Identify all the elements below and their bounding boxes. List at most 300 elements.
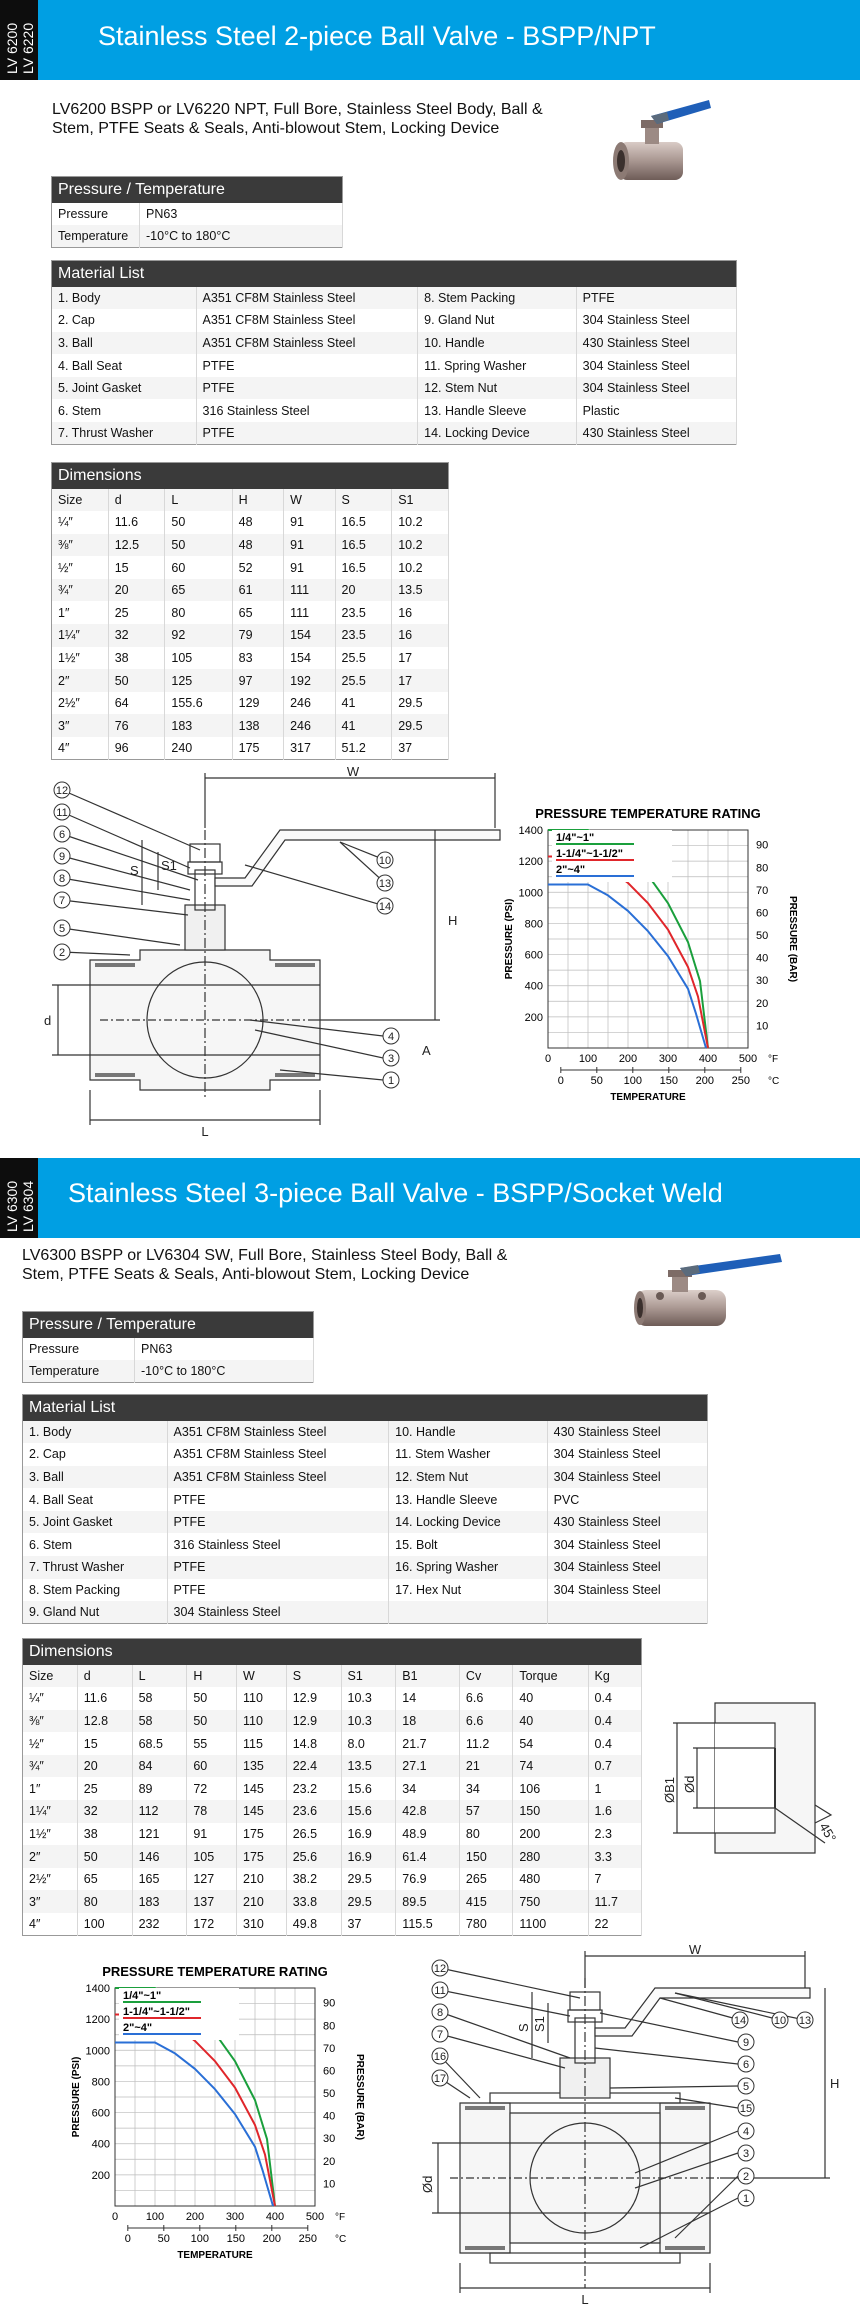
table-cell: 146 [132, 1845, 187, 1868]
table-cell: 11.2 [459, 1732, 512, 1755]
table-cell: 316 Stainless Steel [196, 399, 418, 422]
table-row: Temperature -10°C to 180°C [23, 1360, 314, 1383]
table-cell: 14 [396, 1687, 460, 1710]
table-cell: 16 [392, 624, 449, 647]
table-row [23, 1533, 708, 1556]
table-cell: 316 Stainless Steel [167, 1533, 389, 1556]
table-cell: 14.8 [286, 1732, 341, 1755]
dim-h-label: H [448, 913, 458, 928]
table-cell: 29.5 [392, 714, 449, 737]
table-row [23, 1868, 642, 1891]
table-row [23, 1466, 708, 1489]
x-axis-title: TEMPERATURE [177, 2250, 253, 2261]
column-header: B1 [396, 1665, 460, 1688]
table-cell: ¾″ [23, 1755, 78, 1778]
table-cell: 41 [335, 692, 392, 715]
table-row [52, 737, 449, 760]
x-tick-label: 0 [544, 1053, 552, 1065]
table-cell: PTFE [576, 287, 736, 310]
legend-label: 1/4"~1" [123, 1990, 162, 2002]
y2-tick-label: 70 [323, 2042, 336, 2055]
table-cell: 91 [284, 511, 335, 534]
table-cell: 65 [77, 1868, 132, 1891]
table-cell: 2″ [23, 1845, 78, 1868]
table-cell: ¼″ [23, 1687, 78, 1710]
table-cell: 15. Bolt [389, 1533, 547, 1556]
table-cell: 25 [77, 1777, 132, 1800]
table-cell: 25.5 [335, 669, 392, 692]
table-cell: 72 [187, 1777, 237, 1800]
table-cell: 11. Stem Washer [389, 1443, 547, 1466]
table-cell: 192 [284, 669, 335, 692]
table-cell: 61.4 [396, 1845, 460, 1868]
table-row [52, 399, 737, 422]
y2-tick-label: 40 [756, 952, 769, 965]
table-row [52, 579, 449, 602]
table-cell: 430 Stainless Steel [547, 1421, 707, 1444]
chart-title: PRESSURE TEMPERATURE RATING [535, 806, 761, 821]
table-row [23, 1755, 642, 1778]
table-cell: 175 [237, 1845, 287, 1868]
dim-l-label: L [201, 1124, 209, 1139]
series-line-2 [548, 885, 706, 1049]
table-cell: 40 [513, 1687, 588, 1710]
table-row: Pressure PN63 [23, 1338, 314, 1361]
table-cell: 5. Joint Gasket [52, 377, 197, 400]
table-cell: 92 [165, 624, 232, 647]
dim-d-label: Ød [420, 2175, 435, 2193]
table-cell: 55 [187, 1732, 237, 1755]
table-cell: 34 [396, 1777, 460, 1800]
dim-w-label: W [688, 1942, 702, 1957]
table-cell: 16.9 [341, 1845, 396, 1868]
dim-d-label: d [44, 1013, 52, 1028]
product-code-2: LV 6304 [20, 1180, 36, 1232]
table-row [23, 1556, 708, 1579]
table-cell: 25.5 [335, 647, 392, 670]
table-row [23, 1710, 642, 1733]
y-tick-label: 1400 [85, 1983, 110, 1995]
product-description: LV6300 BSPP or LV6304 SW, Full Bore, Stainless Steel Body, Ball & Stem, PTFE Seats & Seals, Anti-blowout Stem, Locking Device [22, 1247, 508, 1283]
table-cell: 15.6 [341, 1800, 396, 1823]
table-row [23, 1488, 708, 1511]
table-cell: 10.2 [392, 534, 449, 557]
table-cell: 304 Stainless Steel [547, 1443, 707, 1466]
table-row [23, 1579, 708, 1602]
table-cell: 111 [284, 579, 335, 602]
socket-d-label: Ød [682, 1775, 697, 1793]
table-row [23, 1421, 708, 1444]
callout-number: 6 [58, 829, 66, 841]
table-cell: 304 Stainless Steel [547, 1579, 707, 1602]
column-header: W [237, 1665, 287, 1688]
table-cell [547, 1601, 707, 1624]
table-cell: 4. Ball Seat [52, 354, 197, 377]
x-tick-label: 500 [738, 1053, 758, 1065]
table-header: Pressure / Temperature [23, 1312, 314, 1338]
table-cell: 5. Joint Gasket [23, 1511, 168, 1534]
y2-tick-label: 90 [323, 1997, 336, 2010]
table-cell: A351 CF8M Stainless Steel [196, 287, 418, 310]
table-cell: 1½″ [23, 1823, 78, 1846]
valve-photo [630, 1246, 790, 1338]
table-cell: 12. Stem Nut [418, 377, 576, 400]
table-cell: PTFE [167, 1511, 389, 1534]
y-tick-label: 1000 [85, 2045, 110, 2058]
table-cell: 16.5 [335, 556, 392, 579]
column-header: H [187, 1665, 237, 1688]
callout-number: 10 [378, 855, 392, 867]
table-cell: 29.5 [341, 1868, 396, 1891]
y-tick-label: 1200 [518, 856, 543, 869]
y2-tick-label: 30 [756, 975, 769, 988]
callout-number: 9 [58, 851, 66, 863]
y-tick-label: 800 [524, 918, 543, 931]
table-cell: 34 [459, 1777, 512, 1800]
product-code-tab [0, 1158, 38, 1238]
dimensions-table [51, 462, 449, 760]
table-cell: 58 [132, 1710, 187, 1733]
table-cell: 49.8 [286, 1913, 341, 1936]
callout-number: 13 [378, 878, 392, 890]
table-row [52, 422, 737, 445]
table-cell: 32 [77, 1800, 132, 1823]
x-tick-label: 0 [111, 2211, 119, 2223]
table-cell: 125 [165, 669, 232, 692]
table-cell: 17 [392, 647, 449, 670]
valve-photo [607, 94, 715, 194]
y2-tick-label: 60 [323, 2065, 336, 2078]
table-cell: 52 [232, 556, 283, 579]
table-cell: ¼″ [52, 511, 109, 534]
table-cell: 110 [237, 1687, 287, 1710]
table-cell: 1″ [23, 1777, 78, 1800]
table-cell: 304 Stainless Steel [547, 1533, 707, 1556]
table-row [52, 647, 449, 670]
table-cell: 154 [284, 624, 335, 647]
table-cell: Plastic [576, 399, 736, 422]
y-tick-label: 200 [91, 2169, 110, 2182]
table-header: Pressure / Temperature [52, 177, 343, 203]
product-description: LV6200 BSPP or LV6220 NPT, Full Bore, Stainless Steel Body, Ball & Stem, PTFE Seats & Seals, Anti-blowout Stem, Locking Device [52, 101, 543, 137]
table-cell: 183 [132, 1890, 187, 1913]
table-cell: 1100 [513, 1913, 588, 1936]
table-cell: 175 [232, 737, 283, 760]
table-cell: 11.6 [77, 1687, 132, 1710]
table-row [52, 511, 449, 534]
column-header: H [232, 489, 283, 512]
table-cell: 89 [132, 1777, 187, 1800]
table-cell: 40 [513, 1710, 588, 1733]
material-list-table [51, 260, 737, 445]
table-cell: 0.4 [588, 1732, 641, 1755]
table-cell: 23.6 [286, 1800, 341, 1823]
table-cell: 6. Stem [23, 1533, 168, 1556]
table-cell: 10.2 [392, 556, 449, 579]
table-cell: 48 [232, 511, 283, 534]
dimensions-table [22, 1638, 642, 1936]
table-cell: 29.5 [341, 1890, 396, 1913]
y-tick-label: 1200 [85, 2014, 110, 2027]
y2-tick-label: 50 [756, 930, 769, 943]
table-cell: 50 [187, 1687, 237, 1710]
table-cell: 1¼″ [52, 624, 109, 647]
table-cell: 91 [187, 1823, 237, 1846]
table-cell: 10. Handle [418, 332, 576, 355]
y2-tick-label: 70 [756, 884, 769, 897]
y-tick-label: 1400 [518, 825, 543, 837]
pressure-temperature-table [51, 176, 343, 248]
dimension-rows [52, 489, 449, 760]
callout-number: 1 [742, 2193, 750, 2205]
table-cell: A351 CF8M Stainless Steel [196, 309, 418, 332]
table-cell: 15.6 [341, 1777, 396, 1800]
table-cell: 33.8 [286, 1890, 341, 1913]
table-cell: 165 [132, 1868, 187, 1891]
table-cell: 145 [237, 1777, 287, 1800]
table-cell: 3. Ball [52, 332, 197, 355]
table-cell: ¾″ [52, 579, 109, 602]
table-cell: 265 [459, 1868, 512, 1891]
table-cell: 780 [459, 1913, 512, 1936]
material-rows [23, 1421, 708, 1624]
x2-tick-label: 250 [298, 2233, 317, 2245]
table-cell: 304 Stainless Steel [547, 1466, 707, 1489]
table-cell: 10.3 [341, 1687, 396, 1710]
table-cell: 155.6 [165, 692, 232, 715]
table-cell: 304 Stainless Steel [547, 1556, 707, 1579]
table-cell: 13. Handle Sleeve [418, 399, 576, 422]
table-cell: 80 [165, 601, 232, 624]
table-row [52, 624, 449, 647]
table-cell: 246 [284, 692, 335, 715]
table-row [52, 534, 449, 557]
table-cell: 12.9 [286, 1710, 341, 1733]
y2-tick-label: 80 [323, 2020, 336, 2033]
column-header: L [132, 1665, 187, 1688]
product-code-2: LV 6220 [20, 22, 36, 74]
table-cell: A351 CF8M Stainless Steel [167, 1421, 389, 1444]
dim-l-label: L [581, 2292, 589, 2307]
y2-tick-label: 10 [756, 1020, 769, 1033]
table-row [52, 669, 449, 692]
table-cell: 37 [392, 737, 449, 760]
x-axis-title: TEMPERATURE [610, 1092, 686, 1103]
table-cell: 105 [187, 1845, 237, 1868]
y-tick-label: 400 [524, 980, 543, 993]
table-cell: 127 [187, 1868, 237, 1891]
table-row [52, 377, 737, 400]
table-cell: 61 [232, 579, 283, 602]
table-cell: 3.3 [588, 1845, 641, 1868]
y2-tick-label: 40 [323, 2110, 336, 2123]
table-cell: 20 [108, 579, 165, 602]
table-cell: 42.8 [396, 1800, 460, 1823]
x2-tick-label: 250 [731, 1075, 750, 1087]
table-cell: 7 [588, 1868, 641, 1891]
table-cell: 15 [77, 1732, 132, 1755]
callout-number: 2 [58, 947, 66, 959]
table-cell: 115.5 [396, 1913, 460, 1936]
table-cell: 14. Locking Device [389, 1511, 547, 1534]
table-cell: 80 [77, 1890, 132, 1913]
table-cell: 65 [232, 601, 283, 624]
y2-tick-label: 80 [756, 862, 769, 875]
table-cell: 175 [237, 1823, 287, 1846]
table-row [52, 601, 449, 624]
column-header: S1 [341, 1665, 396, 1688]
dim-s1-label: S1 [532, 2016, 547, 2032]
table-cell: 200 [513, 1823, 588, 1846]
callout-number: 12 [55, 785, 69, 797]
table-cell: PTFE [196, 422, 418, 445]
valve-cross-section-drawing [40, 764, 510, 1140]
table-cell: 11.6 [108, 511, 165, 534]
table-row [23, 1823, 642, 1846]
table-cell: 29.5 [392, 692, 449, 715]
table-row [52, 309, 737, 332]
table-cell: 27.1 [396, 1755, 460, 1778]
x2-tick-label: 0 [557, 1075, 564, 1087]
y2-tick-label: 60 [756, 907, 769, 920]
table-cell: 91 [284, 534, 335, 557]
x-unit-label: °F [335, 2212, 346, 2223]
table-column-headers [52, 489, 449, 512]
table-cell: 110 [237, 1710, 287, 1733]
table-cell: 154 [284, 647, 335, 670]
table-row [52, 556, 449, 579]
y2-tick-label: 10 [323, 2178, 336, 2191]
dimension-rows [23, 1665, 642, 1936]
column-header: L [165, 489, 232, 512]
callout-number: 10 [773, 2015, 787, 2027]
table-cell: 12.5 [108, 534, 165, 557]
table-cell: 37 [341, 1913, 396, 1936]
table-cell: 415 [459, 1890, 512, 1913]
table-header: Material List [23, 1395, 708, 1421]
table-row [23, 1890, 642, 1913]
callout-number: 17 [433, 2073, 447, 2085]
callout-number: 11 [434, 1985, 446, 1997]
table-cell: ⅜″ [23, 1710, 78, 1733]
table-cell: A351 CF8M Stainless Steel [196, 332, 418, 355]
table-cell: 183 [165, 714, 232, 737]
x-tick-label: 500 [305, 2211, 325, 2223]
callout-number: 3 [387, 1053, 395, 1065]
section-2-piece-valve [0, 0, 860, 1145]
table-cell: 6. Stem [52, 399, 197, 422]
table-cell: 14. Locking Device [418, 422, 576, 445]
table-cell: 210 [237, 1890, 287, 1913]
callout-number: 16 [433, 2051, 447, 2063]
table-cell: 2½″ [23, 1868, 78, 1891]
table-cell: 25 [108, 601, 165, 624]
table-cell: 6.6 [459, 1687, 512, 1710]
y2-axis-title: PRESSURE (BAR) [787, 895, 798, 983]
table-cell: 430 Stainless Steel [576, 332, 736, 355]
x2-tick-label: 100 [190, 2233, 209, 2245]
y2-axis-title: PRESSURE (BAR) [354, 2053, 365, 2141]
table-cell: 60 [165, 556, 232, 579]
table-cell: 4. Ball Seat [23, 1488, 168, 1511]
table-cell: 76.9 [396, 1868, 460, 1891]
column-header: S [286, 1665, 341, 1688]
table-cell: 11. Spring Washer [418, 354, 576, 377]
table-cell: 11.7 [588, 1890, 641, 1913]
table-cell: 22 [588, 1913, 641, 1936]
table-cell: 430 Stainless Steel [576, 422, 736, 445]
column-header: d [77, 1665, 132, 1688]
y-axis-title: PRESSURE (PSI) [504, 898, 515, 980]
table-cell: ½″ [23, 1732, 78, 1755]
column-header: S [335, 489, 392, 512]
table-cell: 65 [165, 579, 232, 602]
table-cell: 8.0 [341, 1732, 396, 1755]
table-cell: 16 [392, 601, 449, 624]
table-cell: 138 [232, 714, 283, 737]
chart-title: PRESSURE TEMPERATURE RATING [102, 1964, 328, 1979]
table-cell: 22.4 [286, 1755, 341, 1778]
column-header: W [284, 489, 335, 512]
table-cell: 50 [165, 511, 232, 534]
table-cell: 129 [232, 692, 283, 715]
table-cell: 17 [392, 669, 449, 692]
table-column-headers [23, 1665, 642, 1688]
table-cell: 48.9 [396, 1823, 460, 1846]
callout-number: 7 [436, 2029, 444, 2041]
pressure-temperature-table [22, 1311, 314, 1383]
table-cell: 16.5 [335, 534, 392, 557]
table-cell: 232 [132, 1913, 187, 1936]
callout-number: 15 [739, 2103, 753, 2115]
table-cell: 10. Handle [389, 1421, 547, 1444]
x2-tick-label: 50 [157, 2233, 170, 2245]
table-cell: 111 [284, 601, 335, 624]
table-cell: 3″ [23, 1890, 78, 1913]
column-header: Cv [459, 1665, 512, 1688]
table-cell: 750 [513, 1890, 588, 1913]
y-tick-label: 1000 [518, 887, 543, 900]
callout-number: 14 [733, 2015, 747, 2027]
table-cell: 304 Stainless Steel [167, 1601, 389, 1624]
table-cell: 68.5 [132, 1732, 187, 1755]
table-cell: 16.9 [341, 1823, 396, 1846]
series-line-2 [115, 2043, 273, 2207]
table-cell: 60 [187, 1755, 237, 1778]
table-cell: 10.3 [341, 1710, 396, 1733]
table-cell: 310 [237, 1913, 287, 1936]
table-cell: 51.2 [335, 737, 392, 760]
callout-number: 4 [387, 1031, 395, 1043]
table-cell: 8. Stem Packing [23, 1579, 168, 1602]
table-header: Dimensions [52, 463, 449, 489]
callout-number: 11 [56, 807, 68, 819]
callout-number: 2 [742, 2171, 750, 2183]
table-cell: 4″ [52, 737, 109, 760]
table-cell: 97 [232, 669, 283, 692]
callout-number: 14 [378, 901, 392, 913]
x2-unit-label: °C [335, 2234, 347, 2245]
table-cell: 91 [284, 556, 335, 579]
table-cell: 20 [77, 1755, 132, 1778]
table-cell: 54 [513, 1732, 588, 1755]
socket-b1-label: ØB1 [662, 1776, 677, 1803]
table-cell: 1. Body [52, 287, 197, 310]
x-tick-label: 200 [618, 1053, 638, 1065]
table-cell: 7. Thrust Washer [52, 422, 197, 445]
table-row [52, 354, 737, 377]
legend-label: 1-1/4"~1-1/2" [123, 2006, 190, 2018]
